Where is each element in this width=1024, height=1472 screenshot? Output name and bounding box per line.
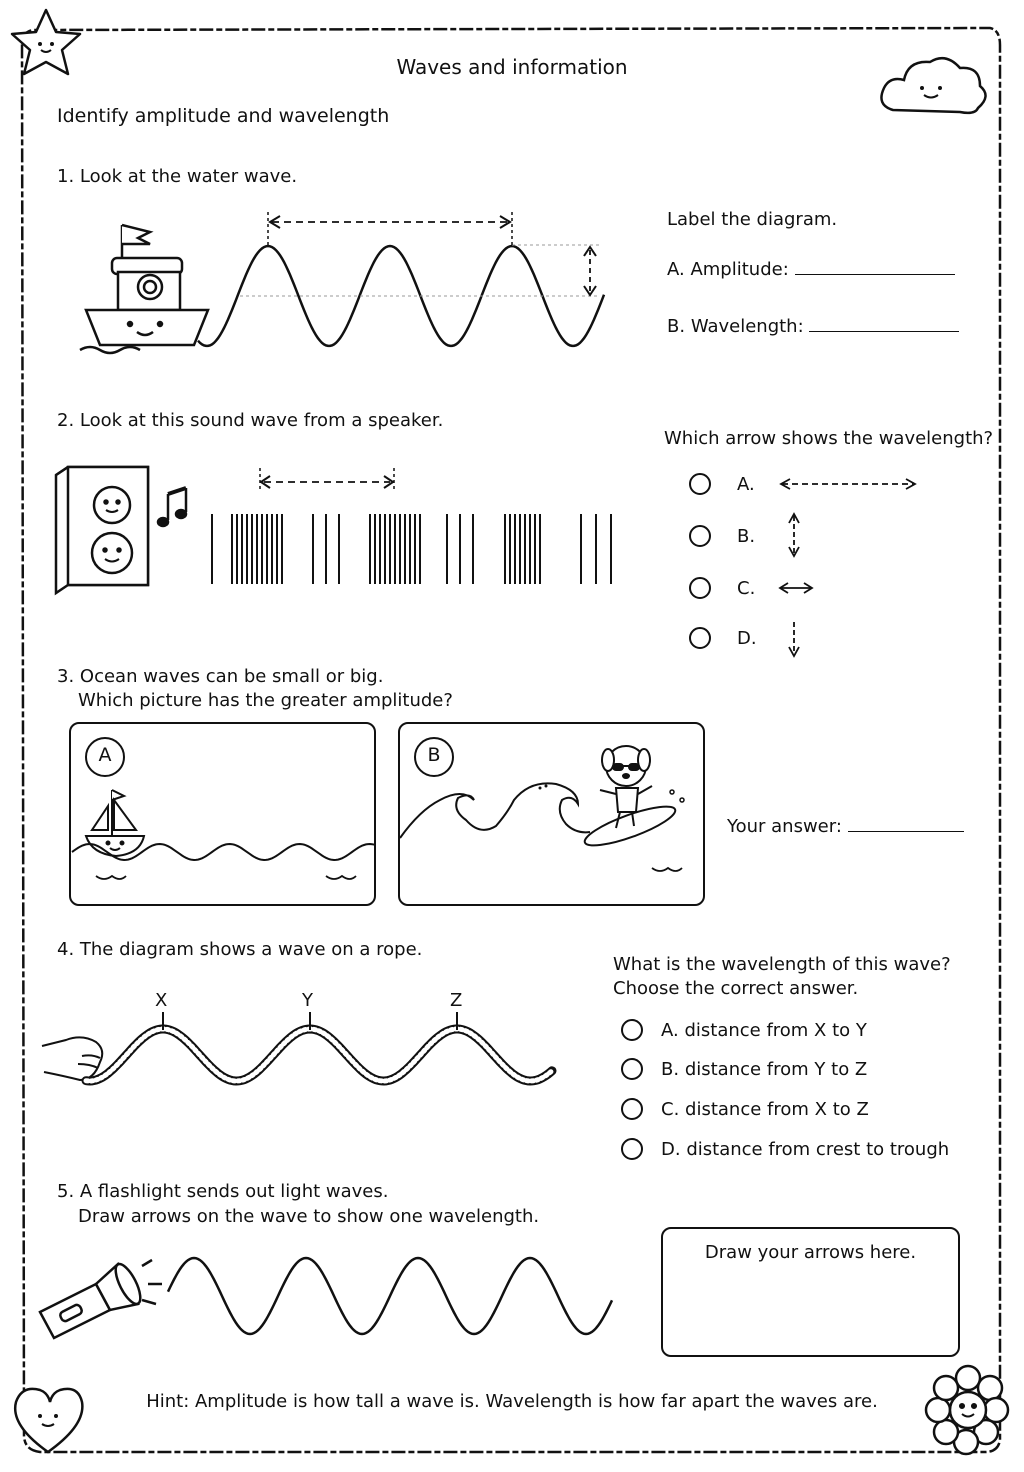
q5-prompt-line1: 5. A flashlight sends out light waves.: [57, 1181, 389, 1202]
q4-option-a-text: distance from X to Y: [684, 1020, 867, 1041]
page-subtitle: Identify amplitude and wavelength: [57, 105, 390, 127]
point-z-label: Z: [450, 990, 463, 1011]
page-title: Waves and information: [396, 55, 628, 79]
q3-answer-label: Your answer:: [727, 816, 842, 837]
q3-prompt-line1: 3. Ocean waves can be small or big.: [57, 666, 384, 687]
q4-prompt: 4. The diagram shows a wave on a rope.: [57, 939, 423, 960]
q1-label-a-text: Amplitude:: [690, 259, 789, 280]
q2-prompt: 2. Look at this sound wave from a speaker.: [57, 410, 444, 431]
q1-prompt: 1. Look at the water wave.: [57, 166, 298, 187]
q3-prompt-line2: Which picture has the greater amplitude?: [78, 690, 453, 711]
q4-option-b-key: B.: [661, 1059, 680, 1080]
q4-option-c-text: distance from X to Z: [685, 1099, 869, 1120]
point-x-label: X: [155, 990, 168, 1011]
q1-label-b-text: Wavelength:: [690, 316, 804, 337]
hint-text: Hint: Amplitude is how tall a wave is. Wavelength is how far apart the waves are.: [146, 1391, 878, 1412]
q1-instruction: Label the diagram.: [667, 209, 838, 230]
q4-question-line1: What is the wavelength of this wave?: [613, 954, 951, 975]
q4-option-c-key: C.: [661, 1099, 680, 1120]
q4-option-a-key: A.: [661, 1020, 679, 1041]
q2-option-c-key: C.: [737, 578, 756, 599]
q1-label-a-key: A.: [667, 259, 685, 280]
q2-option-b-key: B.: [737, 526, 756, 547]
point-y-label: Y: [302, 990, 313, 1011]
q2-option-a-key: A.: [737, 474, 755, 495]
q4-question-line2: Choose the correct answer.: [613, 978, 859, 999]
draw-box-label: Draw your arrows here.: [704, 1242, 917, 1263]
q4-option-d-text: distance from crest to trough: [686, 1139, 950, 1160]
picture-b-label: B: [427, 744, 441, 766]
q4-option-d-key: D.: [661, 1139, 681, 1160]
flashlight-icon: [40, 1260, 162, 1338]
light-wave: [168, 1258, 612, 1334]
q2-question: Which arrow shows the wavelength?: [664, 428, 994, 449]
q2-option-d-key: D.: [737, 628, 757, 649]
picture-a-label: A: [98, 744, 112, 766]
q1-label-b-key: B.: [667, 316, 686, 337]
q5-prompt-line2: Draw arrows on the wave to show one wavelength.: [78, 1206, 540, 1227]
q4-option-b-text: distance from Y to Z: [684, 1059, 868, 1080]
